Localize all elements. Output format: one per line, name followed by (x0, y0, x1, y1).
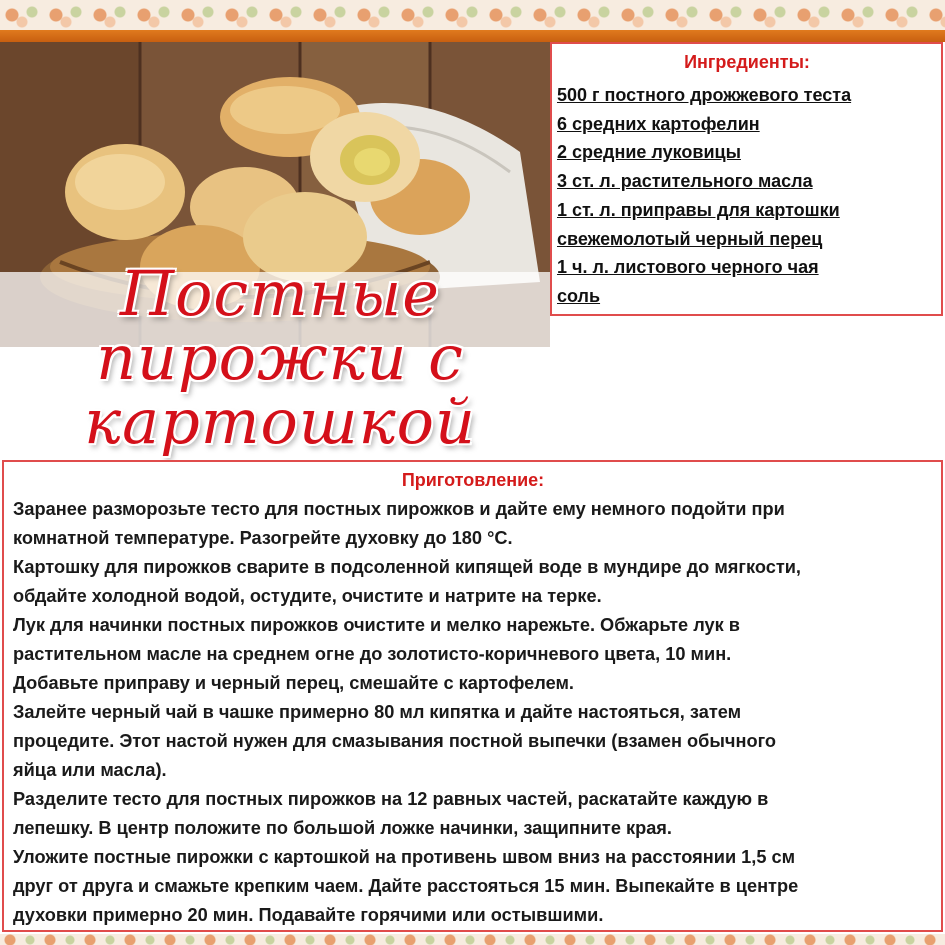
preparation-line: комнатной температуре. Разогрейте духовку до 180 °С. (13, 528, 513, 548)
ingredient-item: свежемолотый черный перец (557, 228, 823, 249)
preparation-line: Разделите тесто для постных пирожков на 12 равных частей, раскатайте каждую в (13, 789, 769, 809)
ingredient-item: 1 ст. л. приправы для картошки (557, 199, 840, 220)
preparation-line: Залейте черный чай в чашке примерно 80 мл кипятка и дайте настояться, затем (13, 702, 742, 722)
recipe-title (30, 257, 530, 458)
decorative-leaf-border-bottom (0, 934, 945, 945)
recipe-title-line-2: пирожки с (96, 321, 464, 394)
preparation-line: друг от друга и смажьте крепким чаем. Дайте расстояться 15 мин. Выпекайте в центре (13, 876, 799, 896)
preparation-line: Заранее разморозьте тесто для постных пирожков и дайте ему немного подойти при (13, 499, 785, 519)
ingredient-item: 1 ч. л. листового черного чая (557, 257, 819, 278)
ingredients-list (557, 81, 937, 311)
preparation-line: Лук для начинки постных пирожков очистите и мелко нарежьте. Обжарьте лук в (13, 615, 740, 635)
ingredients-box (550, 42, 943, 316)
preparation-line: обдайте холодной водой, остудите, очистите и натрите на терке. (13, 586, 602, 606)
preparation-text (13, 495, 933, 930)
decorative-leaf-border-top (0, 0, 945, 30)
ingredient-item: 6 средних картофелин (557, 113, 760, 134)
ingredient-item: 2 средние луковицы (557, 142, 741, 163)
preparation-line: Картошку для пирожков сварите в подсоленной кипящей воде в мундире до мягкости, (13, 557, 801, 577)
preparation-line: духовки примерно 20 мин. Подавайте горячими или остывшими. (13, 905, 604, 925)
ingredient-item: соль (557, 285, 601, 306)
recipe-title-line-1: Постные (120, 257, 440, 330)
preparation-header: Приготовление: (401, 470, 545, 490)
preparation-line: яйца или масла). (13, 760, 167, 780)
ingredients-header: Ингредиенты: (684, 52, 810, 72)
preparation-line: Добавьте приправу и черный перец, смешайте с картофелем. (13, 673, 574, 693)
preparation-line: растительном масле на среднем огне до золотисто-коричневого цвета, 10 мин. (13, 644, 732, 664)
orange-divider-bar (0, 30, 945, 42)
recipe-title-line-3: картошкой (84, 385, 476, 458)
preparation-box (2, 460, 943, 932)
preparation-line: Уложите постные пирожки с картошкой на противень швом вниз на расстоянии 1,5 см (13, 847, 796, 867)
ingredient-item: 3 ст. л. растительного масла (557, 171, 813, 192)
preparation-line: лепешку. В центр положите по большой ложке начинки, защипните края. (13, 818, 672, 838)
preparation-line: процедите. Этот настой нужен для смазывания постной выпечки (взамен обычного (13, 731, 777, 751)
ingredient-item: 500 г постного дрожжевого теста (557, 85, 852, 105)
